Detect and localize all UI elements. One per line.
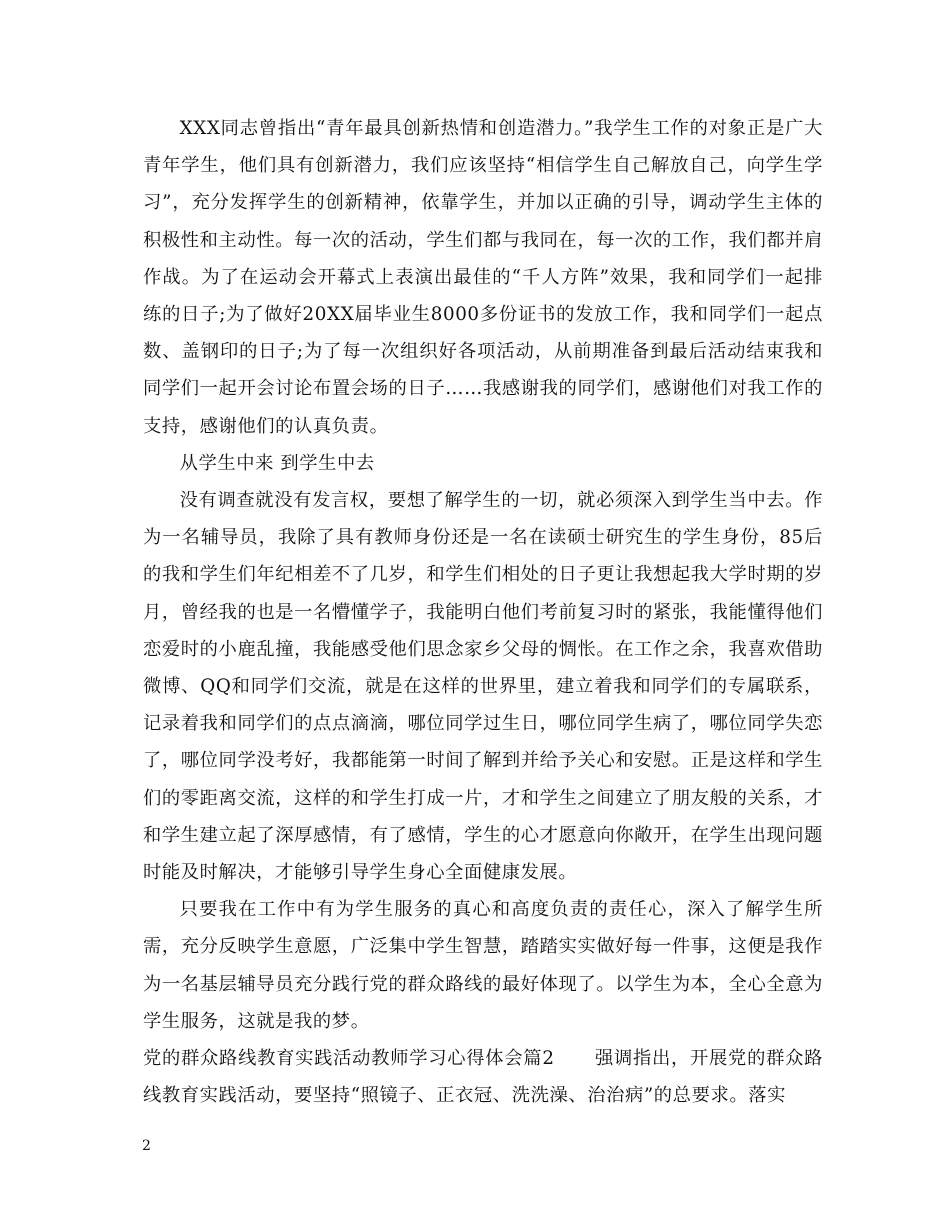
paragraph-3: 只要我在工作中有为学生服务的真心和高度负责的责任心，深入了解学生所需，充分反映学生意愿，广泛集中学生智慧，踏踏实实做好每一件事，这便是我作为一名基层辅导员充分践行党的群众路线的最好体现了。以学生为本，全心全意为学生服务，这就是我的梦。 [143, 899, 823, 1032]
paragraph-1: XXX同志曾指出“青年最具创新热情和创造潜力。”我学生工作的对象正是广大青年学生，他们具有创新潜力，我们应该坚持“相信学生自己解放自己，向学生学习”，充分发挥学生的创新精神，依靠学生，并加以正确的引导，调动学生主体的积极性和主动性。每一次的活动，学生们都与我同在，每一次的工作，我们都并肩作战。为了在运动会开幕式上表演出最佳的“千人方阵”效果，我和同学们一起排练的日子;为了做好20XX届毕业生8000多份证书的发放工作，我和同学们一起点数、盖钢印的日子;为了每一次组织好各项活动，从前期准备到最后活动结束我和同学们一起开会讨论布置会场的日子……我感谢我的同学们，感谢他们对我工作的支持，感谢他们的认真负责。 [143, 118, 823, 437]
paragraph-4 [143, 1040, 823, 1114]
subheading: 从学生中来 到学生中去 [179, 452, 375, 474]
document-body [143, 110, 823, 1114]
section-body: 强调指出，开展党的群众路线教育实践活动，要坚持“照镜子、正衣冠、洗洗澡、治治病”的总要求。落实 [143, 1048, 823, 1107]
section-title: 党的群众路线教育实践活动教师学习心得体会篇2 [143, 1048, 555, 1070]
paragraph-2: 没有调查就没有发言权，要想了解学生的一切，就必须深入到学生当中去。作为一名辅导员，我除了具有教师身份还是一名在读硕士研究生的学生身份，85后的我和学生们年纪相差不了几岁，和学生们相处的日子更让我想起我大学时期的岁月，曾经我的也是一名懵懂学子，我能明白他们考前复习时的紧张，我能懂得他们恋爱时的小鹿乱撞，我能感受他们思念家乡父母的惆怅。在工作之余，我喜欢借助微博、QQ和同学们交流，就是在这样的世界里，建立着我和同学们的专属联系，记录着我和同学们的点点滴滴，哪位同学过生日，哪位同学生病了，哪位同学失恋了，哪位同学没考好，我都能第一时间了解到并给予关心和安慰。正是这样和学生们的零距离交流，这样的和学生打成一片，才和学生之间建立了朋友般的关系，才和学生建立起了深厚感情，有了感情，学生的心才愿意向你敞开，在学生出现问题时能及时解决，才能够引导学生身心全面健康发展。 [143, 490, 823, 884]
page-number: 2 [142, 1138, 151, 1154]
